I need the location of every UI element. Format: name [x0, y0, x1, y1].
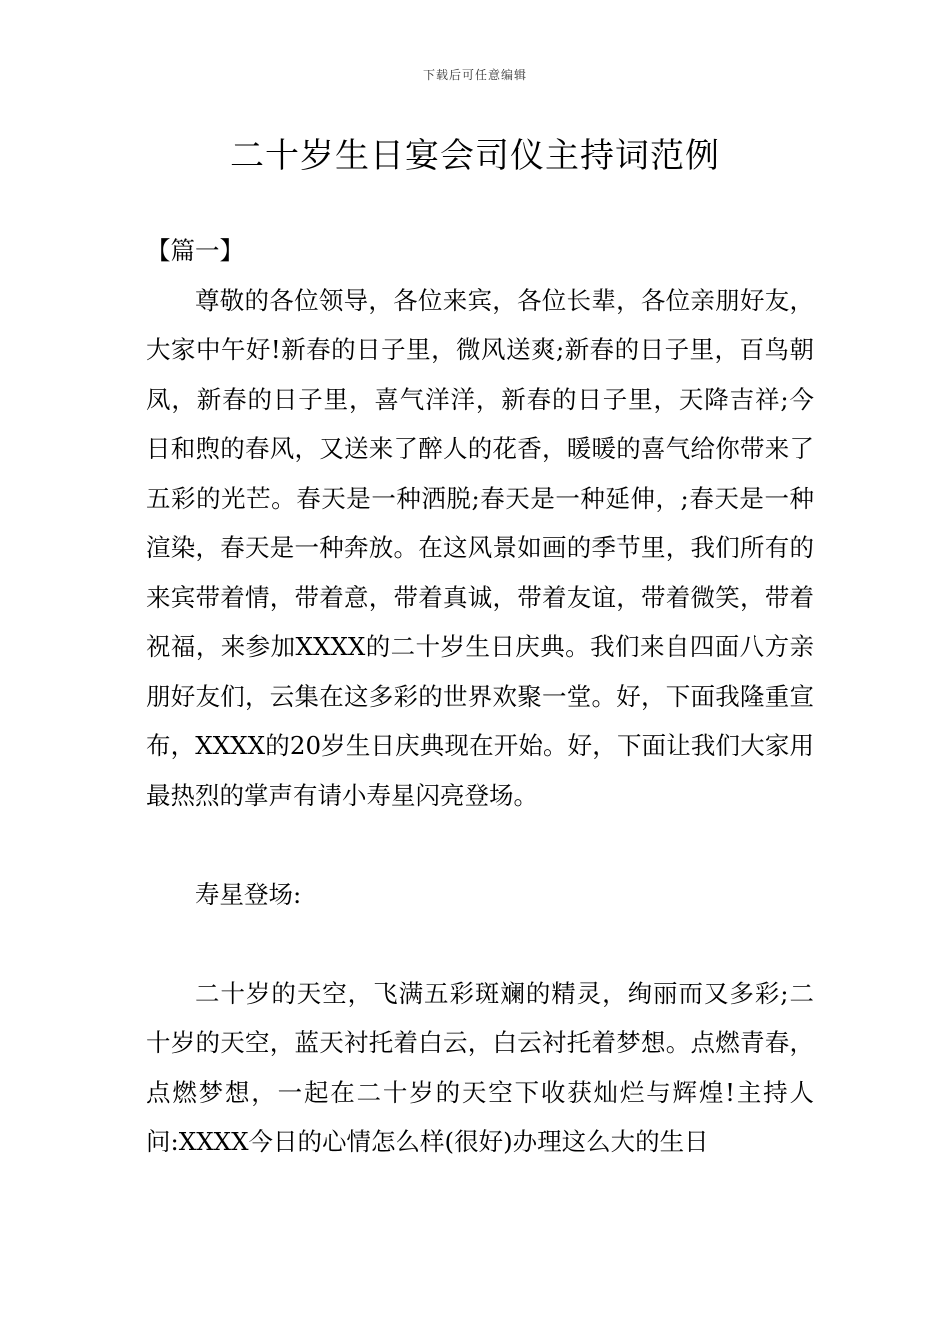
- paragraph-spacer: [146, 820, 814, 870]
- paragraph-twenty-sky: 二十岁的天空，飞满五彩斑斓的精灵，绚丽而又多彩;二十岁的天空，蓝天衬托着白云，白云衬托着梦想。点燃青春，点燃梦想，一起在二十岁的天空下收获灿烂与辉煌!主持人问:XXXX今日的心情怎么样(很好)办理这么大的生日: [146, 978, 814, 1156]
- paragraph-opening-speech: 尊敬的各位领导，各位来宾，各位长辈，各位亲朋好友，大家中午好!新春的日子里，微风送爽;新春的日子里，百鸟朝凤，新春的日子里，喜气洋洋，新春的日子里，天降吉祥;今日和煦的春风，又送来了醉人的花香，暖暖的喜气给你带来了五彩的光芒。春天是一种洒脱;春天是一种延伸，;春天是一种渲染，春天是一种奔放。在这风景如画的季节里，我们所有的来宾带着情，带着意，带着真诚，带着友谊，带着微笑，带着祝福，来参加XXXX的二十岁生日庆典。我们来自四面八方亲朋好友们，云集在这多彩的世界欢聚一堂。好，下面我隆重宣布，XXXX的20岁生日庆典现在开始。好，下面让我们大家用最热烈的掌声有请小寿星闪亮登场。: [146, 285, 814, 810]
- paragraph-birthday-star-entrance: 寿星登场:: [195, 879, 302, 909]
- document-title: 二十岁生日宴会司仪主持词范例: [230, 136, 720, 176]
- document-body: [146, 226, 814, 1167]
- section-label: 【篇一】: [146, 236, 244, 265]
- header-note: 下载后可任意编辑: [422, 68, 527, 82]
- paragraph-spacer: [146, 919, 814, 969]
